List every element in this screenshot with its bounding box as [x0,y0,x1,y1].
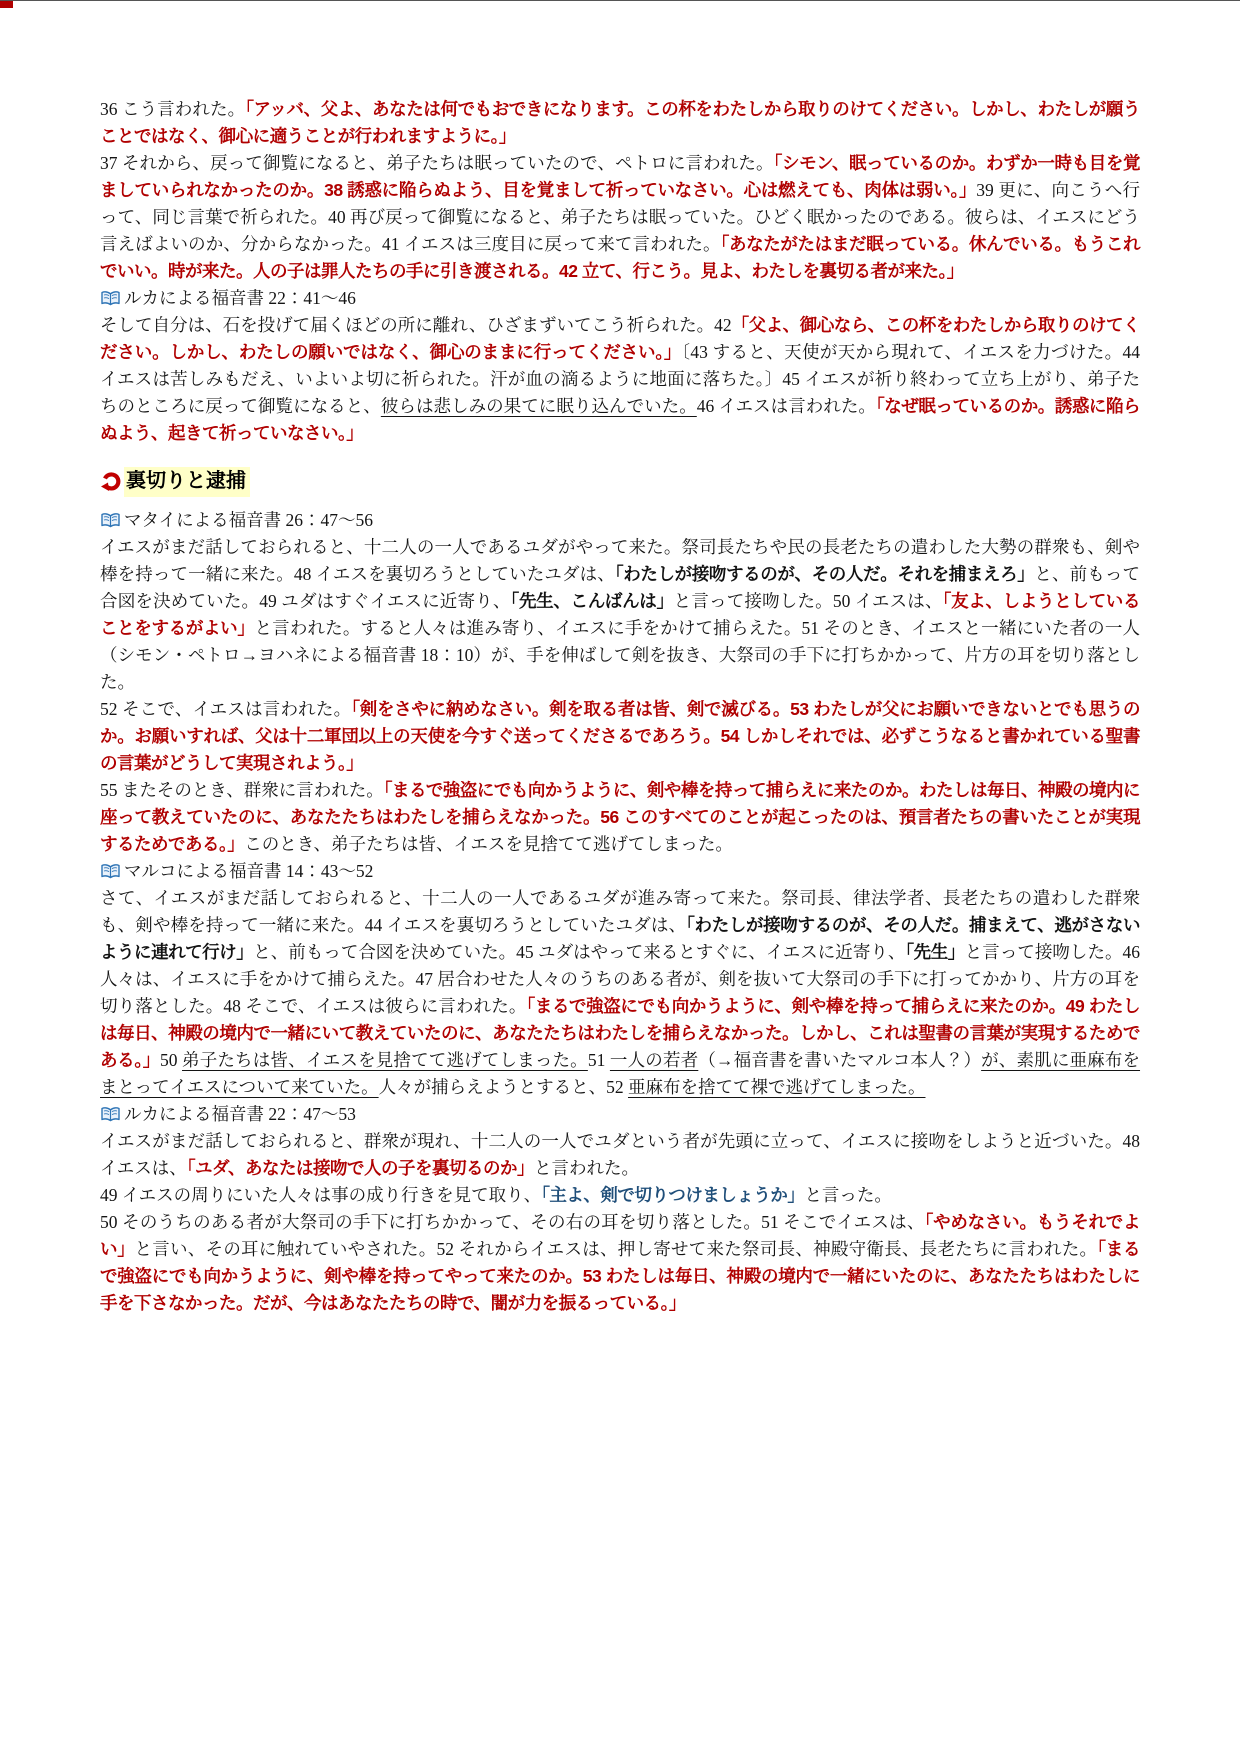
text-segment-plain: （→福音書を書いたマルコ本人？） [698,1050,982,1070]
text-segment-bold: 「わたしが接吻するのが、その人だ。捕まえて、逃がさないように連れて行け」 [100,915,1140,962]
text-segment-plain: 46 イエスは言われた。 [696,396,876,416]
scripture-reference-label: マタイによる福音書 26：47～56 [124,510,374,530]
text-segment-plain: 39 更に、向こうへ行って、同じ言葉で祈られた。40 再び戻って御覧になると、弟子たちは眠っていた。ひどく眠かったのである。彼らは、イエスにどう言えばよいのか、分からなかった。41 イエスは三度目に戻って来て言われた。 [100,180,1140,254]
text-segment-blue: 「主よ、剣で切りつけましょうか」 [541,1185,805,1205]
text-segment-plain: と言われた。 [534,1158,640,1178]
text-segment-red: 「やめなさい。もうそれでよい」 [100,1212,1141,1259]
text-segment-red: 「まるで強盗にでも向かうように、剣や棒を持って捕らえに来たのか。わたしは毎日、神殿の境内に座って教えていたのに、あなたたちはわたしを捕らえなかった。56 このすべてのことが起こったのは、預言者たちの書いたことが実現するためである。」 [100,780,1140,854]
scripture-reference-label: マルコによる福音書 14：43～52 [124,861,374,881]
scripture-reference [100,507,1140,534]
paragraph [100,1128,1140,1182]
scripture-reference [100,1101,1140,1128]
text-segment-plain: 50 [159,1050,183,1070]
text-segment-plain: と言われた。すると人々は進み寄り、イエスに手をかけて捕らえた。51 そのとき、イエスと一緒にいた者の一人（シモン・ペトロ→ヨハネによる福音書 18：10）が、手を伸ばして剣を抜き、大祭司の手下に打ちかかって、片方の耳を切り落とした。 [100,618,1140,692]
paragraph [100,696,1140,777]
text-segment-red: 「友よ、しようとしていることをするがよい」 [100,591,1140,638]
text-segment-red: 「なぜ眠っているのか。誘惑に陥らぬよう、起きて祈っていなさい。」 [100,396,1141,443]
text-segment-red: 「まるで強盗にでも向かうように、剣や棒を持ってやって来たのか。53 わたしは毎日、神殿の境内で一緒にいたのに、あなたたちはわたしに手を下さなかった。だが、今はあなたたちの時で、闇が力を振るっている。」 [100,1239,1141,1313]
text-segment-underline: 亜麻布を捨てて裸で逃げてしまった。 [627,1077,926,1097]
text-segment-plain: と、前もって合図を決めていた。49 ユダはすぐイエスに近寄り、 [100,564,1140,611]
text-segment-underline: 彼らは悲しみの果てに眠り込んでいた。 [380,396,697,416]
open-book-icon [100,863,121,881]
text-segment-red: 「ユダ、あなたは接吻で人の子を裏切るのか」 [186,1158,535,1178]
text-segment-plain: 〔43 すると、天使が天から現れて、イエスを力づけた。44 イエスは苦しみもだえ、いよいよ切に祈られた。汗が血の滴るように地面に落ちた。〕45 イエスが祈り終わって立ち上がり、弟子たちのところに戻って御覧になると、 [100,342,1140,416]
text-segment-red: 「あなたがたはまだ眠っている。休んでいる。もうこれでいい。時が来た。人の子は罪人たちの手に引き渡される。42 立て、行こう。見よ、わたしを裏切る者が来た。」 [100,234,1140,281]
text-segment-plain: と言って接吻した。46 人々は、イエスに手をかけて捕らえた。47 居合わせた人々のうちのある者が、剣を抜いて大祭司の手下に打ってかかり、片方の耳を切り落とした。48 そこで、イエスは彼らに言われた。 [100,942,1141,1016]
text-segment-underline: 弟子たちは皆、イエスを見捨てて逃げてしまった。 [182,1050,588,1070]
text-segment-plain: 36 こう言われた。 [100,99,246,119]
paragraph [100,777,1140,858]
paragraph [100,534,1140,696]
open-book-icon [100,290,121,308]
curved-arrow-bullet-icon [100,471,122,493]
scripture-reference-label: ルカによる福音書 22：41～46 [124,288,356,308]
text-segment-underline: が、素肌に亜麻布をまとってイエスについて来ていた。 [100,1050,1141,1097]
section-heading [100,467,1140,497]
text-segment-plain: さて、イエスがまだ話しておられると、十二人の一人であるユダが進み寄って来た。祭司長、律法学者、長老たちの遣わした群衆も、剣や棒を持って一緒に来た。44 イエスを裏切ろうとしていたユダは、 [100,888,1140,935]
text-segment-plain: と言い、その耳に触れていやされた。52 それからイエスは、押し寄せて来た祭司長、神殿守衛長、長老たちに言われた。 [134,1239,1098,1259]
paragraph [100,1209,1140,1317]
text-segment-plain: 人々が捕らえようとすると、52 [378,1077,628,1097]
paragraph [100,312,1140,447]
text-segment-red: 「剣をさやに納めなさい。剣を取る者は皆、剣で滅びる。53 わたしが父にお願いできないとでも思うのか。お願いすれば、父は十二軍団以上の天使を今すぐ送ってくださるであろう。54 しかしそれでは、必ずこうなると書かれている聖書の言葉がどうして実現されよう。」 [100,699,1140,773]
corner-artifact [0,1,13,8]
document-body [100,96,1140,1317]
section-heading-label: 裏切りと逮捕 [124,467,250,497]
text-segment-plain: と、前もって合図を決めていた。45 ユダはやって来るとすぐに、イエスに近寄り、 [253,942,906,962]
text-segment-plain: 51 [587,1050,610,1070]
text-segment-bold: 「先生」 [905,942,965,962]
text-segment-plain: そして自分は、石を投げて届くほどの所に離れ、ひざまずいてこう祈られた。42 [100,315,732,335]
text-segment-plain: イエスがまだ話しておられると、群衆が現れ、十二人の一人でユダという者が先頭に立って、イエスに接吻をしようと近づいた。48 イエスは、 [100,1131,1140,1178]
text-segment-plain: と言って接吻した。50 イエスは、 [673,591,943,611]
text-segment-plain: 55 またそのとき、群衆に言われた。 [100,780,384,800]
open-book-icon [100,512,121,530]
text-segment-bold: 「先生、こんばんは」 [510,591,674,611]
text-segment-red: 「父よ、御心なら、この杯をわたしから取りのけてください。しかし、わたしの願いではなく、御心のままに行ってください。」 [100,315,1140,362]
text-segment-plain: このとき、弟子たちは皆、イエスを見捨てて逃げてしまった。 [244,834,733,854]
scripture-reference-label: ルカによる福音書 22：47～53 [124,1104,356,1124]
text-segment-plain: イエスがまだ話しておられると、十二人の一人であるユダがやって来た。祭司長たちや民の長老たちの遣わした大勢の群衆も、剣や棒を持って一緒に来た。48 イエスを裏切ろうとしていたユダは、 [100,537,1140,584]
open-book-icon [100,1106,121,1124]
text-segment-plain: 52 そこで、イエスは言われた。 [100,699,352,719]
paragraph [100,885,1140,1101]
paragraph [100,1182,1140,1209]
text-segment-underline: 一人の若者 [609,1050,699,1070]
text-segment-plain: 50 そのうちのある者が大祭司の手下に打ちかかって、その右の耳を切り落とした。51 そこでイエスは、 [100,1212,925,1232]
text-segment-red: 「シモン、眠っているのか。わずか一時も目を覚ましていられなかったのか。38 誘惑に陥らぬよう、目を覚まして祈っていなさい。心は燃えても、肉体は弱い。」 [100,153,1140,200]
text-segment-plain: 49 イエスの周りにいた人々は事の成り行きを見て取り、 [100,1185,542,1205]
text-segment-plain: 37 それから、戻って御覧になると、弟子たちは眠っていたので、ペトロに言われた。 [100,153,774,173]
scripture-reference [100,285,1140,312]
text-segment-bold: 「わたしが接吻するのが、その人だ。それを捕まえろ」 [614,564,1035,584]
paragraph [100,150,1140,285]
text-segment-red: 「まるで強盗にでも向かうように、剣や棒を持って捕らえに来たのか。49 わたしは毎日、神殿の境内で一緒にいて教えていたのに、あなたたちはわたしを捕らえなかった。しかし、これは聖書の言葉が実現するためである。」 [100,996,1140,1070]
paragraph [100,96,1140,150]
text-segment-red: 「アッバ、父よ、あなたは何でもおできになります。この杯をわたしから取りのけてください。しかし、わたしが願うことではなく、御心に適うことが行われますように。」 [100,99,1140,146]
text-segment-plain: と言った。 [804,1185,892,1205]
scripture-reference [100,858,1140,885]
